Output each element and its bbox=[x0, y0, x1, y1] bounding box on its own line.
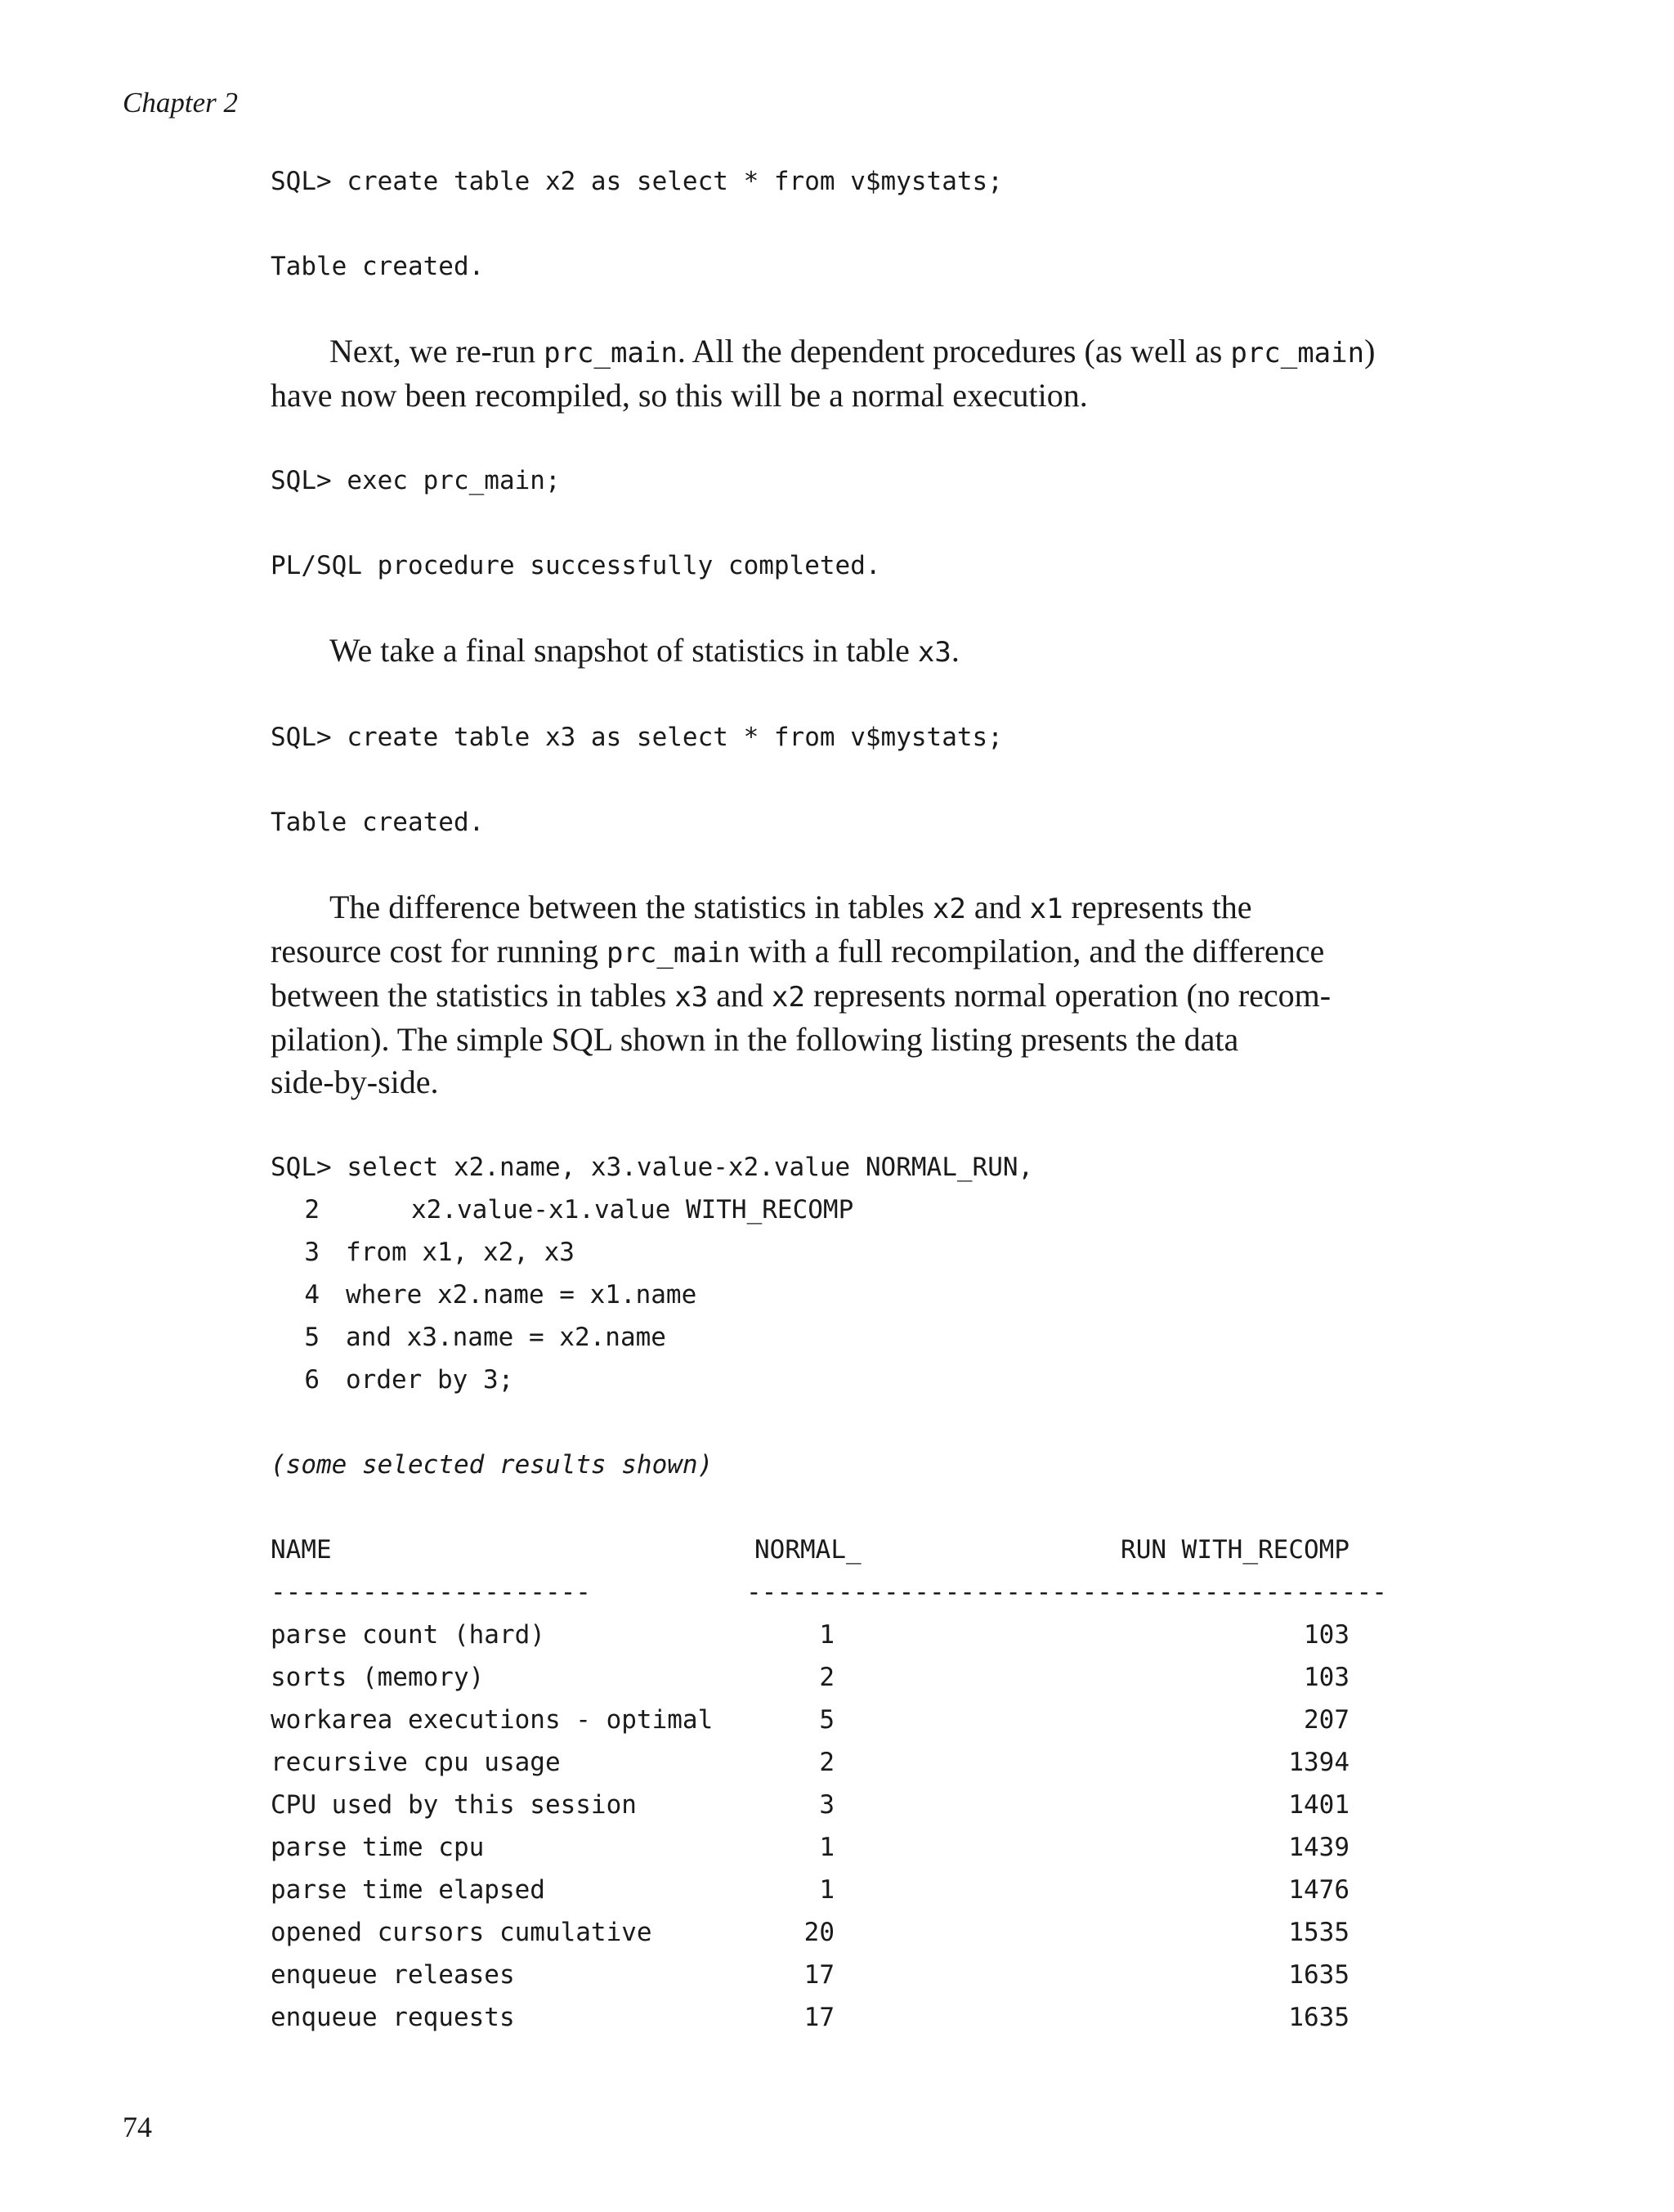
inline-code: x3 bbox=[917, 636, 951, 669]
results-table bbox=[271, 1529, 1387, 2039]
code-block-create-x3 bbox=[271, 716, 1448, 844]
code-block-exec bbox=[271, 459, 1448, 587]
cell-normal-run: 1 bbox=[819, 1833, 835, 1862]
cell-normal-run: 2 bbox=[819, 1663, 835, 1692]
results-note: (some selected results shown) bbox=[271, 1450, 714, 1480]
paragraph-line: The difference between the statistics in tables x2 and x1 represents the bbox=[329, 889, 1252, 925]
inline-code: x2 bbox=[772, 981, 805, 1014]
code-line: 5 and x3.name = x2.name bbox=[271, 1316, 1448, 1359]
cell-with-recomp: 207 bbox=[1304, 1705, 1349, 1735]
cell-name: CPU used by this session bbox=[271, 1790, 637, 1820]
cell-normal-run: 17 bbox=[803, 1960, 835, 1990]
inline-code: prc_main bbox=[606, 937, 741, 969]
code-line: SQL> exec prc_main; bbox=[271, 466, 561, 495]
results-divider bbox=[271, 1571, 1387, 1614]
cell-with-recomp: 1394 bbox=[1288, 1748, 1349, 1777]
line-number: 2 bbox=[304, 1195, 320, 1225]
table-row bbox=[271, 1911, 1349, 1954]
paragraph-line: resource cost for running prc_main with a full recompilation, and the difference bbox=[271, 933, 1325, 969]
header-recomp: RUN WITH_RECOMP bbox=[1121, 1535, 1349, 1565]
code-line: 6 order by 3; bbox=[271, 1359, 1448, 1401]
cell-name: recursive cpu usage bbox=[271, 1748, 561, 1777]
inline-code: x2 bbox=[932, 893, 966, 925]
line-number: 6 bbox=[304, 1365, 320, 1395]
paragraph-line: between the statistics in tables x3 and x2 represents normal operation (no recom- bbox=[271, 977, 1332, 1014]
cell-with-recomp: 1535 bbox=[1288, 1918, 1349, 1947]
cell-name: enqueue releases bbox=[271, 1960, 515, 1990]
cell-with-recomp: 1635 bbox=[1288, 1960, 1349, 1990]
table-row bbox=[271, 1699, 1349, 1741]
results-body bbox=[271, 1614, 1349, 2039]
cell-name: sorts (memory) bbox=[271, 1663, 485, 1692]
inline-code: prc_main bbox=[1230, 337, 1365, 369]
cell-name: parse time cpu bbox=[271, 1833, 485, 1862]
paragraph-rerun bbox=[271, 330, 1448, 417]
code-block-create-x2 bbox=[271, 160, 1448, 288]
cell-normal-run: 2 bbox=[819, 1748, 835, 1777]
cell-with-recomp: 1401 bbox=[1288, 1790, 1349, 1820]
table-row bbox=[271, 1614, 1349, 1656]
code-line: SQL> select x2.name, x3.value-x2.value NORMAL_RUN, bbox=[271, 1153, 1034, 1182]
table-row bbox=[271, 1996, 1349, 2039]
divider-values: ------------------------------------------ bbox=[746, 1578, 1387, 1607]
paragraph-line: pilation). The simple SQL shown in the following listing presents the data bbox=[271, 1021, 1239, 1058]
paragraph-line: Next, we re-run prc_main. All the dependent procedures (as well as prc_main) bbox=[329, 333, 1376, 369]
line-number: 3 bbox=[304, 1238, 320, 1267]
header-name: NAME bbox=[271, 1535, 332, 1565]
cell-name: parse time elapsed bbox=[271, 1875, 545, 1905]
code-line: 3 from x1, x2, x3 bbox=[271, 1231, 1448, 1274]
table-row bbox=[271, 1826, 1349, 1869]
inline-code: x3 bbox=[674, 981, 709, 1014]
code-output: Table created. bbox=[271, 252, 485, 281]
cell-with-recomp: 103 bbox=[1304, 1663, 1349, 1692]
code-line: 2 x2.value-x1.value WITH_RECOMP bbox=[271, 1189, 1448, 1231]
cell-normal-run: 17 bbox=[803, 2003, 835, 2032]
cell-normal-run: 5 bbox=[819, 1705, 835, 1735]
cell-normal-run: 1 bbox=[819, 1875, 835, 1905]
header-normal: NORMAL_ bbox=[754, 1535, 862, 1565]
code-line: SQL> create table x2 as select * from v$mystats; bbox=[271, 167, 1003, 196]
paragraph-line: side-by-side. bbox=[271, 1063, 439, 1100]
running-head: Chapter 2 bbox=[123, 87, 238, 119]
code-output: Table created. bbox=[271, 808, 485, 837]
line-number: 5 bbox=[304, 1323, 320, 1352]
paragraph-line: We take a final snapshot of statistics in table x3. bbox=[329, 632, 960, 669]
divider-name: --------------------- bbox=[271, 1578, 591, 1607]
cell-with-recomp: 1476 bbox=[1288, 1875, 1349, 1905]
code-block-select bbox=[271, 1146, 1448, 1486]
cell-name: opened cursors cumulative bbox=[271, 1918, 652, 1947]
table-row bbox=[271, 1869, 1349, 1911]
code-output: PL/SQL procedure successfully completed. bbox=[271, 551, 881, 580]
cell-normal-run: 3 bbox=[819, 1790, 835, 1820]
cell-with-recomp: 1439 bbox=[1288, 1833, 1349, 1862]
cell-normal-run: 20 bbox=[803, 1918, 835, 1947]
paragraph-line: have now been recompiled, so this will be a normal execution. bbox=[271, 377, 1088, 414]
cell-name: enqueue requests bbox=[271, 2003, 515, 2032]
cell-name: workarea executions - optimal bbox=[271, 1705, 714, 1735]
page-content bbox=[271, 160, 1448, 2039]
paragraph-difference bbox=[271, 886, 1448, 1104]
table-row bbox=[271, 1784, 1349, 1826]
cell-normal-run: 1 bbox=[819, 1620, 835, 1650]
table-row bbox=[271, 1741, 1349, 1784]
code-line: SQL> create table x3 as select * from v$mystats; bbox=[271, 723, 1003, 752]
cell-with-recomp: 103 bbox=[1304, 1620, 1349, 1650]
line-number: 4 bbox=[304, 1280, 320, 1310]
cell-name: parse count (hard) bbox=[271, 1620, 545, 1650]
results-header bbox=[271, 1529, 1349, 1571]
code-line: 4 where x2.name = x1.name bbox=[271, 1274, 1448, 1316]
inline-code: prc_main bbox=[544, 337, 678, 369]
inline-code: x1 bbox=[1029, 893, 1063, 925]
table-row bbox=[271, 1954, 1349, 1996]
paragraph-snapshot bbox=[271, 629, 1448, 674]
page-number: 74 bbox=[123, 2111, 152, 2143]
cell-with-recomp: 1635 bbox=[1288, 2003, 1349, 2032]
table-row bbox=[271, 1656, 1349, 1699]
